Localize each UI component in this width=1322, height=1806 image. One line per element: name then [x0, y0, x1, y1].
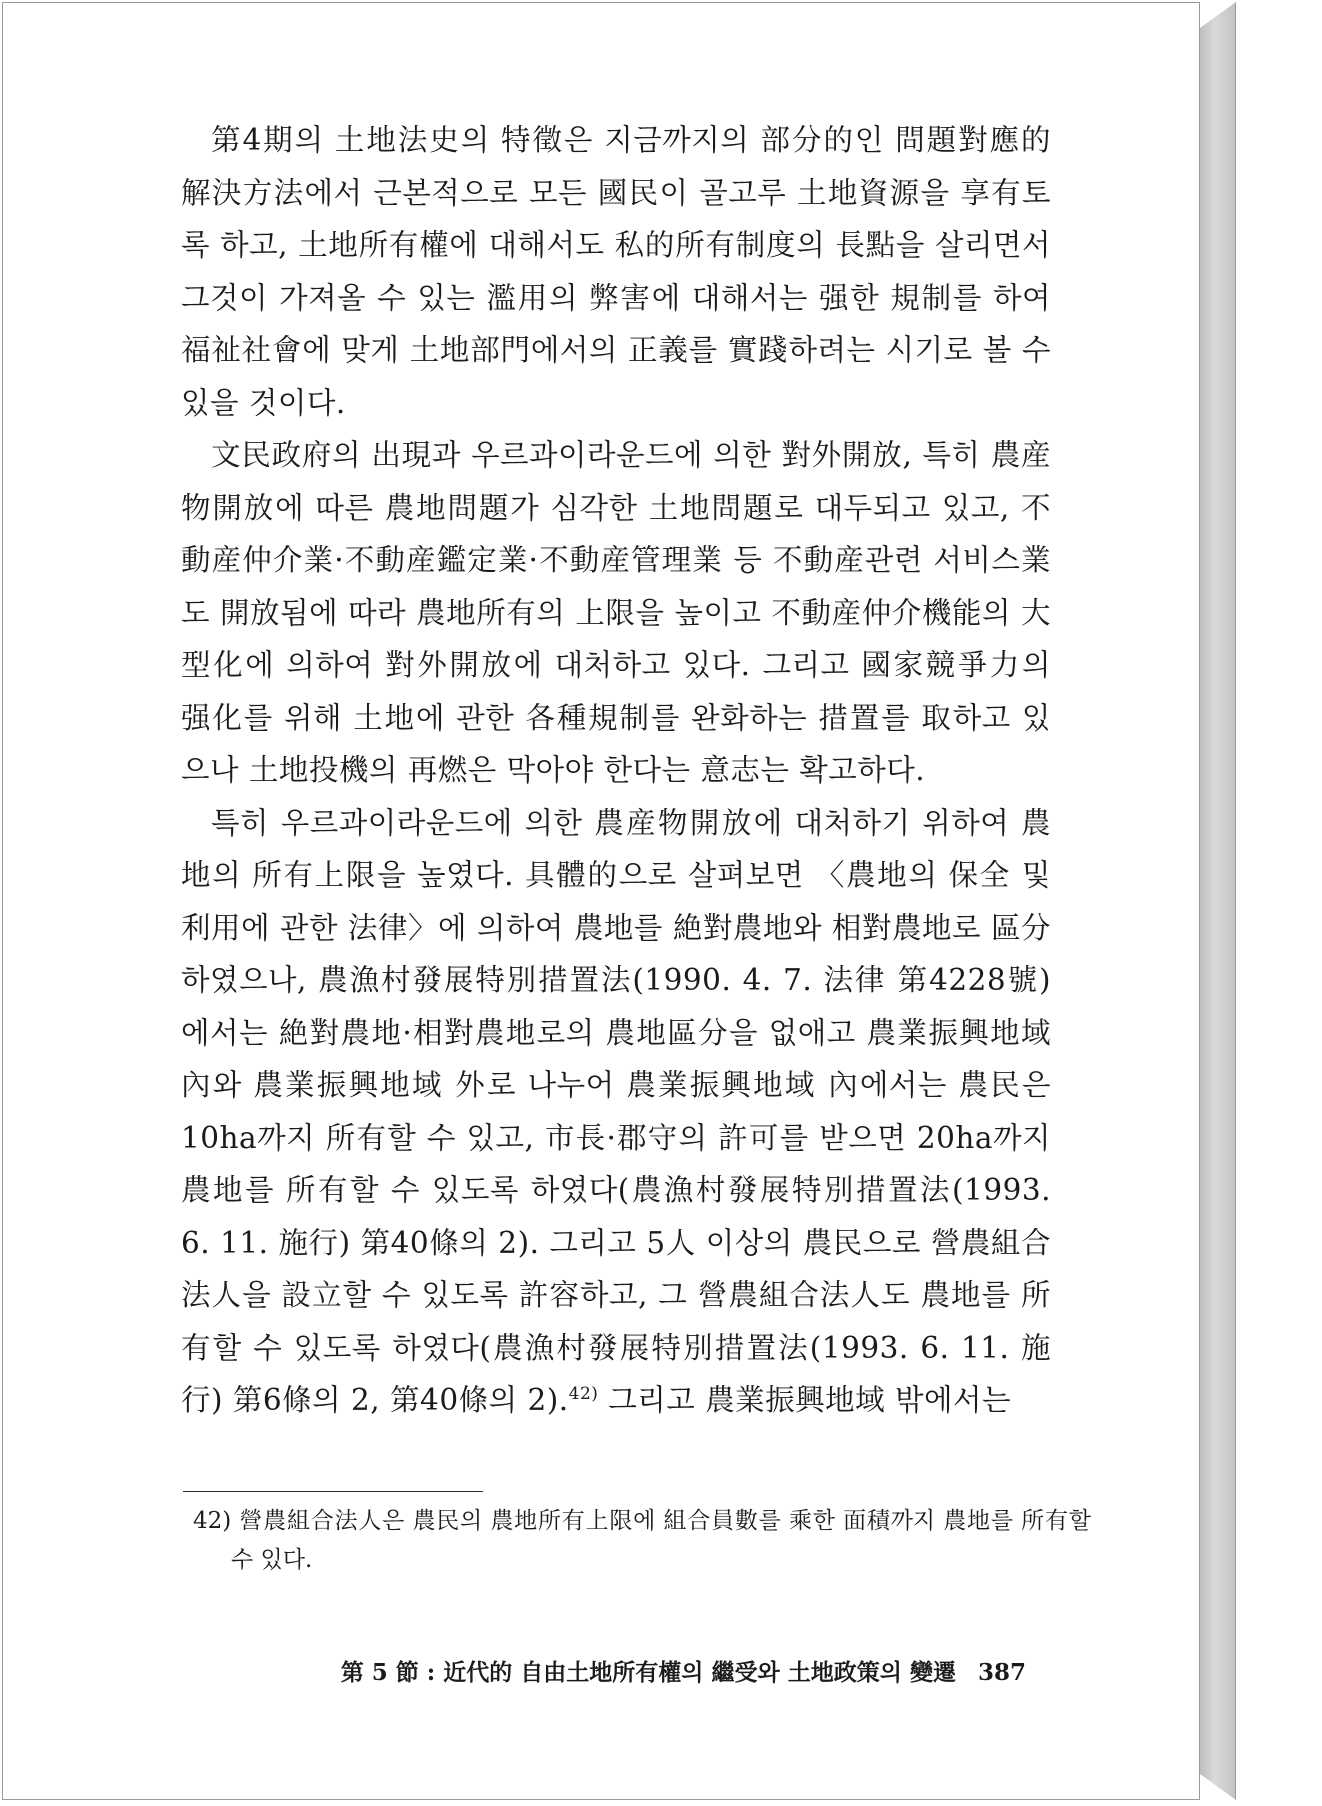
page-edge-top-corner: [1200, 2, 1236, 28]
paragraph-3-tail: 그리고 農業振興地域 밖에서는: [598, 1383, 1012, 1417]
page-number: 387: [977, 1659, 1026, 1686]
paragraph-3: [181, 797, 1051, 1427]
chapter-section-title: 第 5 節 : 近代的 自由土地所有權의 繼受와 土地政策의 變遷: [340, 1659, 956, 1686]
paragraph-2: 文民政府의 出現과 우르과이라운드에 의한 對外開放, 특히 農産物開放에 따른 農地問題가 심각한 土地問題로 대두되고 있고, 不動産仲介業·不動産鑑定業·不動産管理業 등 不動産관련 서비스業도 開放됨에 따라 農地所有의 上限을 높이고 不動産仲介機能의 大型化에 의하여 對外開放에 대처하고 있다. 그리고 國家競爭力의 强化를 위해 土地에 관한 各種規制를 완화하는 措置를 取하고 있으나 土地投機의 再燃은 막아야 한다는 意志는 확고하다.: [181, 438, 1051, 787]
body-text: [181, 114, 1051, 1427]
running-footer: [180, 1654, 1026, 1687]
page-edge-shadow: [1200, 2, 1236, 1800]
paragraph-3-text: 특히 우르과이라운드에 의한 農産物開放에 대처하기 위하여 農地의 所有上限을 높였다. 具體的으로 살펴보면 〈農地의 保全 및 利用에 관한 法律〉에 의하여 農地를 絶對農地와 相對農地로 區分하였으나, 農漁村發展特別措置法(1990. 4. 7. 法律 第4228號)에서는 絶對農地·相對農地로의 農地區分을 없애고 農業振興地域 內와 農業振興地域 外로 나누어 農業振興地域 內에서는 農民은 10ha까지 所有할 수 있고, 市長·郡守의 許可를 받으면 20ha까지 農地를 所有할 수 있도록 하였다(農漁村發展特別措置法(1993. 6. 11. 施行) 第40條의 2). 그리고 5人 이상의 農民으로 營農組合法人을 設立할 수 있도록 許容하고, 그 營農組合法人도 農地를 所有할 수 있도록 하였다(農漁村發展特別措置法(1993. 6. 11. 施行) 第6條의 2, 第40條의 2).: [181, 805, 1051, 1417]
footnote-42: 42) 營農組合法人은 農民의 農地所有上限에 組合員數를 乘한 面積까지 農地를 所有할 수 있다.: [193, 1508, 1091, 1573]
footnote-divider: [183, 1491, 483, 1492]
footnote-reference[interactable]: 42): [568, 1384, 599, 1405]
page-edge-bottom-corner: [1200, 1774, 1236, 1800]
paragraph-1: 第4期의 土地法史의 特徵은 지금까지의 部分的인 問題對應的 解決方法에서 근본적으로 모든 國民이 골고루 土地資源을 享有토록 하고, 土地所有權에 대해서도 私的所有制度의 長點을 살리면서 그것이 가져올 수 있는 濫用의 弊害에 대해서는 强한 規制를 하여 福祉社會에 맞게 土地部門에서의 正義를 實踐하려는 시기로 볼 수 있을 것이다.: [181, 123, 1051, 420]
